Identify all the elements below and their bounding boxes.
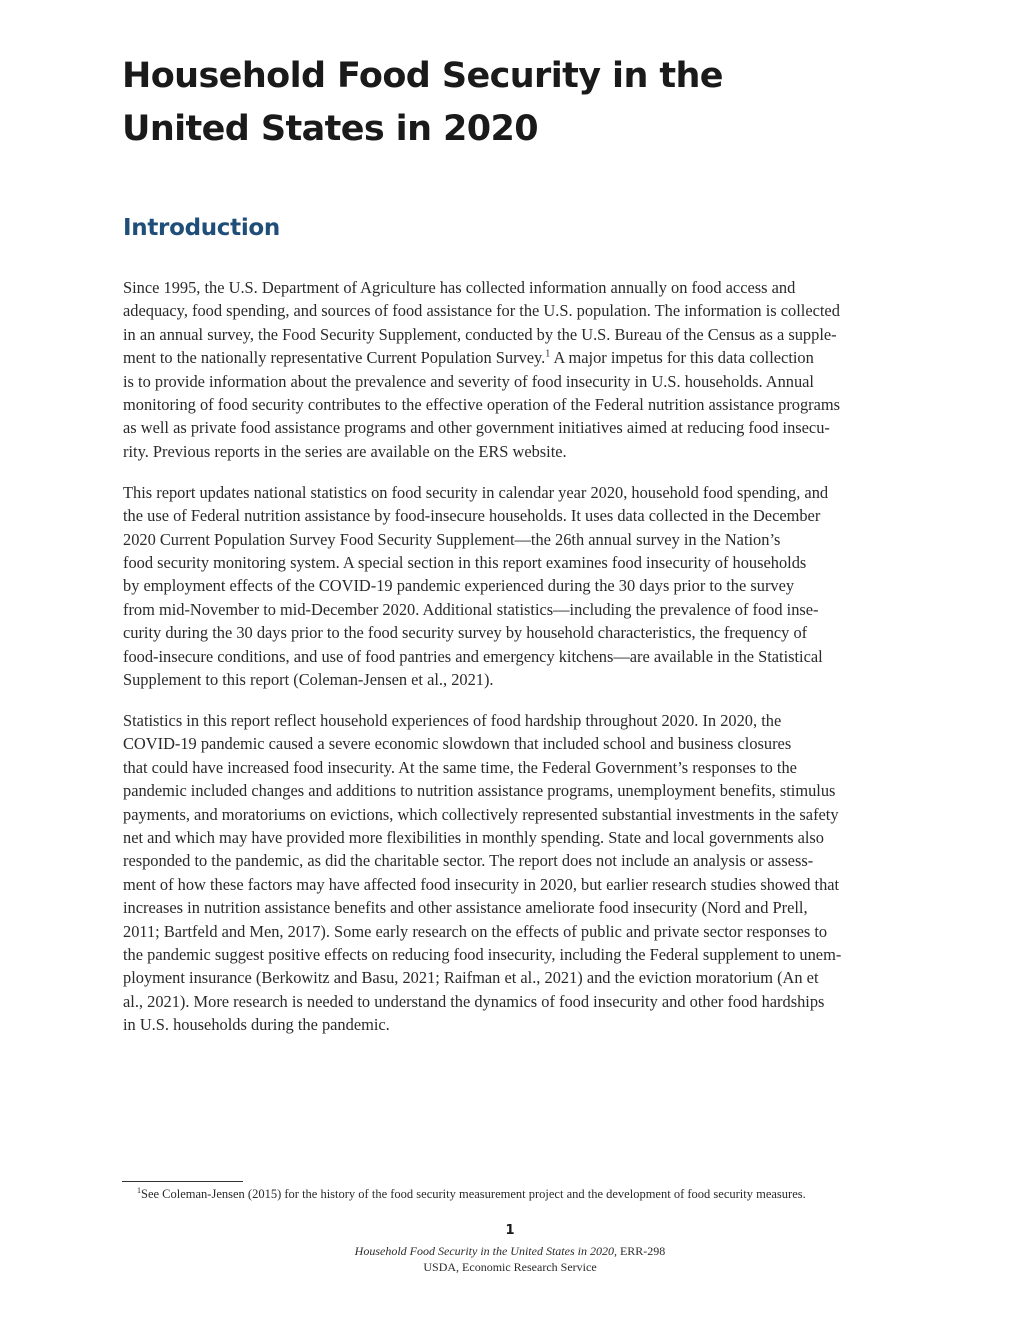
footer-citation-line-1: [0, 1243, 1020, 1259]
paragraph-3-line: increases in nutrition assistance benefits and other assistance ameliorate food insecurity (Nord and Prell,: [123, 898, 808, 918]
footnote: [137, 1186, 806, 1202]
paragraph-1-line: adequacy, food spending, and sources of food assistance for the U.S. population. The information is collected: [123, 301, 840, 321]
paragraph-3-line: ployment insurance (Berkowitz and Basu, 2021; Raifman et al., 2021) and the eviction moratorium (An et: [123, 968, 819, 988]
paragraph-3-line: 2011; Bartfeld and Men, 2017). Some early research on the effects of public and private sector responses to: [123, 921, 828, 941]
paragraph-2: [123, 481, 903, 692]
paragraph-3-line: pandemic included changes and additions to nutrition assistance programs, unemployment benefits, stimulus: [123, 781, 836, 801]
footer-citation: [0, 1243, 1020, 1275]
paragraph-2-line: This report updates national statistics on food security in calendar year 2020, household food spending, and: [123, 482, 829, 502]
footnote-reference: 1: [545, 348, 551, 360]
paragraph-2-line: the use of Federal nutrition assistance by food-insecure households. It uses data collected in the December: [123, 506, 821, 526]
paragraph-3-line: COVID-19 pandemic caused a severe economic slowdown that included school and business closures: [123, 734, 792, 754]
page-number: 1: [505, 1223, 515, 1238]
report-title: [122, 50, 822, 156]
paragraph-2-line: 2020 Current Population Survey Food Security Supplement—the 26th annual survey in the Nation’s: [123, 529, 781, 549]
paragraph-1-line-text: A major impetus for this data collection: [550, 348, 814, 368]
paragraph-1-line: rity. Previous reports in the series are available on the ERS website.: [123, 441, 567, 461]
paragraph-3-line: ment of how these factors may have affected food insecurity in 2020, but earlier research studies showed that: [123, 874, 840, 894]
paragraph-3-line: net and which may have provided more flexibilities in monthly spending. State and local governments also: [123, 827, 824, 847]
paragraph-1-line: monitoring of food security contributes to the effective operation of the Federal nutrition assistance programs: [123, 395, 841, 415]
report-title-line-2: United States in 2020: [122, 109, 538, 149]
paragraph-1-line: in an annual survey, the Food Security Supplement, conducted by the U.S. Bureau of the Census as a supple-: [123, 324, 837, 344]
paragraph-1: [123, 276, 903, 463]
paragraph-2-line: Supplement to this report (Coleman-Jensen et al., 2021).: [123, 670, 494, 689]
paragraph-1-line: is to provide information about the prevalence and severity of food insecurity in U.S. households. Annual: [123, 371, 814, 391]
body-text: [123, 276, 903, 1054]
paragraph-2-line: food-insecure conditions, and use of food pantries and emergency kitchens—are available in the Statistical: [123, 646, 823, 666]
footnote-text: See Coleman-Jensen (2015) for the history of the food security measurement project and the development of food security measures.: [141, 1187, 806, 1201]
paragraph-1-line: as well as private food assistance programs and other government initiatives aimed at reducing food insecu-: [123, 418, 830, 438]
paragraph-3-line: the pandemic suggest positive effects on reducing food insecurity, including the Federal supplement to unem-: [123, 944, 842, 964]
footer-report-title: Household Food Security in the United States in 2020,: [354, 1244, 617, 1258]
paragraph-3-line: al., 2021). More research is needed to understand the dynamics of food insecurity and other food hardships: [123, 991, 825, 1011]
paragraph-3-line: Statistics in this report reflect household experiences of food hardship throughout 2020. In 2020, the: [123, 710, 782, 730]
footnote-marker: 1: [137, 1185, 141, 1195]
section-heading-introduction: Introduction: [123, 215, 280, 241]
paragraph-3-line: in U.S. households during the pandemic.: [123, 1015, 390, 1035]
paragraph-3-line: payments, and moratoriums on evictions, which collectively represented substantial investments in the safety: [123, 804, 839, 824]
footer-publisher: USDA, Economic Research Service: [423, 1260, 597, 1274]
paragraph-3: [123, 709, 903, 1037]
paragraph-1-line: Since 1995, the U.S. Department of Agriculture has collected information annually on food access and: [123, 278, 796, 297]
paragraph-2-line: curity during the 30 days prior to the food security survey by household characteristics, the frequency of: [123, 623, 808, 643]
paragraph-1-line-text: ment to the nationally representative Current Population Survey.: [123, 348, 546, 368]
paragraph-2-line: food security monitoring system. A special section in this report examines food insecurity of households: [123, 552, 807, 572]
footnote-divider: [122, 1181, 243, 1182]
paragraph-3-line: that could have increased food insecurity. At the same time, the Federal Government’s responses to the: [123, 757, 797, 777]
paragraph-3-line: responded to the pandemic, as did the charitable sector. The report does not include an analysis or assess-: [123, 851, 814, 871]
footer-report-id: ERR-298: [616, 1244, 666, 1258]
paragraph-2-line: from mid-November to mid-December 2020. Additional statistics—including the prevalence of food inse-: [123, 599, 819, 619]
paragraph-2-line: by employment effects of the COVID-19 pandemic experienced during the 30 days prior to the survey: [123, 576, 795, 596]
report-title-line-1: Household Food Security in the: [122, 56, 723, 96]
paragraph-1-line: [123, 346, 903, 369]
